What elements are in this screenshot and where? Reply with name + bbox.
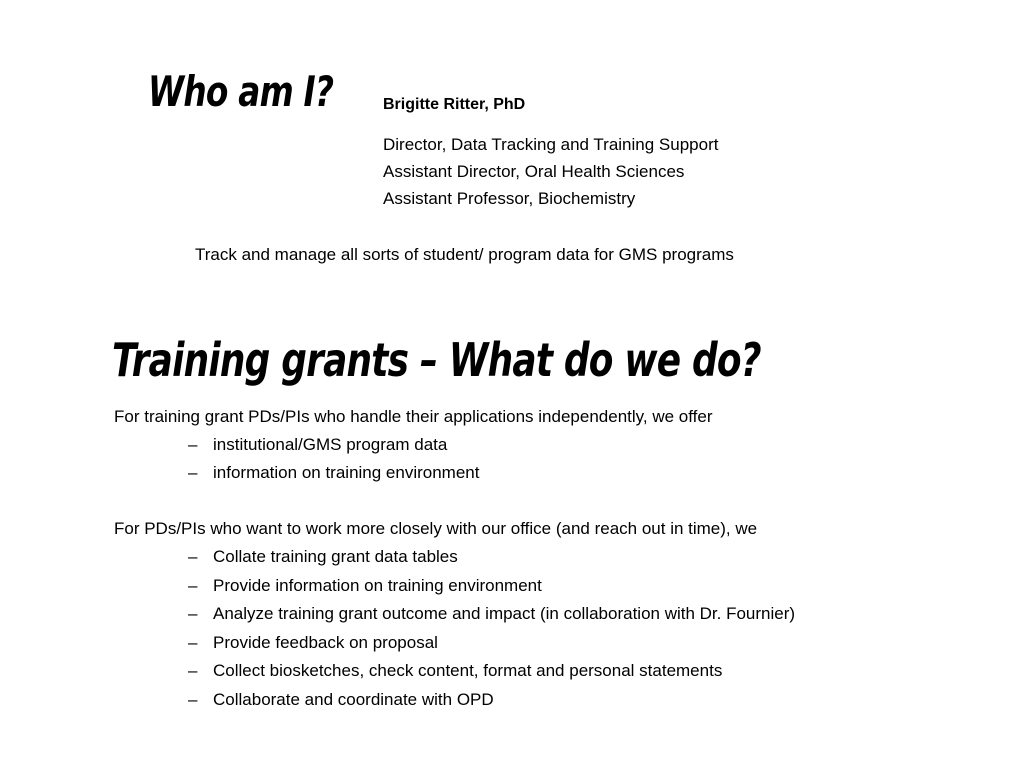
list-item	[188, 632, 438, 654]
dash-bullet-icon: –	[188, 604, 198, 623]
list-item	[188, 546, 458, 568]
dash-bullet-icon: –	[188, 547, 198, 566]
list-item-text: Analyze training grant outcome and impact (in collaboration with Dr. Fournier)	[213, 604, 796, 623]
list-item-text: institutional/GMS program data	[213, 435, 448, 454]
presenter-name: Brigitte Ritter, PhD	[383, 96, 526, 113]
list-item-text: information on training environment	[213, 463, 480, 482]
list-item	[188, 434, 447, 456]
list-item	[188, 575, 542, 597]
dash-bullet-icon: –	[188, 633, 198, 652]
role-line: Assistant Professor, Biochemistry	[383, 189, 636, 208]
list-item-text: Collaborate and coordinate with OPD	[213, 690, 494, 709]
tagline: Track and manage all sorts of student/ program data for GMS programs	[195, 245, 734, 264]
list-item	[188, 603, 795, 625]
role-line: Assistant Director, Oral Health Sciences	[383, 162, 685, 181]
list-item	[188, 660, 722, 682]
list-item	[188, 689, 494, 711]
list-item-text: Collect biosketches, check content, format and personal statements	[213, 661, 723, 680]
training-grants-heading: Training grants – What do we do?	[112, 333, 761, 387]
intro-collaborative: For PDs/PIs who want to work more closely with our office (and reach out in time), we	[114, 519, 758, 538]
list-item-text: Provide feedback on proposal	[213, 633, 438, 652]
role-line: Director, Data Tracking and Training Support	[383, 135, 719, 154]
who-am-i-heading: Who am I?	[148, 67, 334, 116]
dash-bullet-icon: –	[188, 661, 198, 680]
dash-bullet-icon: –	[188, 690, 198, 709]
intro-independent: For training grant PDs/PIs who handle their applications independently, we offer	[114, 407, 713, 426]
list-item-text: Provide information on training environment	[213, 576, 542, 595]
dash-bullet-icon: –	[188, 576, 198, 595]
list-item	[188, 462, 479, 484]
dash-bullet-icon: –	[188, 435, 198, 454]
list-item-text: Collate training grant data tables	[213, 547, 458, 566]
dash-bullet-icon: –	[188, 463, 198, 482]
